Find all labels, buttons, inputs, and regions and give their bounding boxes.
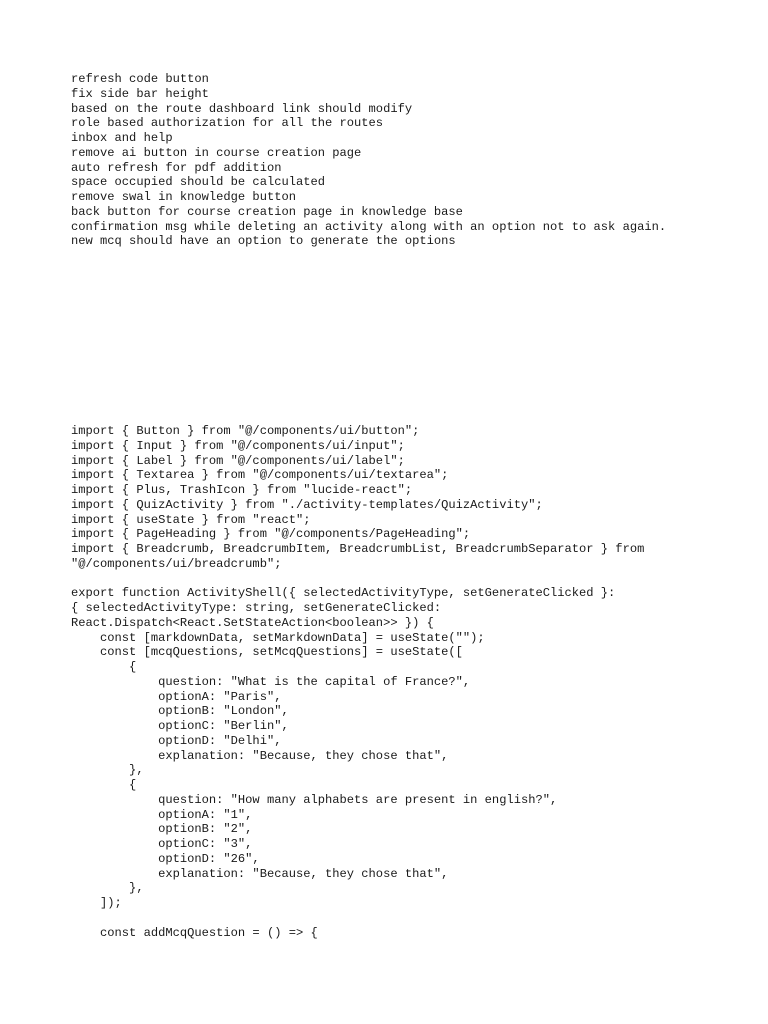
code-line: const [markdownData, setMarkdownData] = useState("");: [71, 630, 485, 645]
code-line: {: [71, 778, 137, 792]
code-line: },: [71, 763, 144, 778]
note-line: confirmation msg while deleting an activity along with an option not to ask again.: [71, 219, 667, 234]
note-line: role based authorization for all the routes: [71, 116, 384, 131]
note-line: fix side bar height: [71, 86, 209, 101]
code-line: },: [71, 881, 144, 896]
code-line: optionC: "3",: [71, 837, 253, 851]
code-line: "@/components/ui/breadcrumb";: [71, 556, 282, 571]
note-line: space occupied should be calculated: [71, 175, 326, 190]
code-listing: [71, 424, 644, 940]
code-line: import { Breadcrumb, BreadcrumbItem, BreadcrumbList, BreadcrumbSeparator } from: [71, 542, 645, 556]
code-line: optionD: "Delhi",: [71, 733, 282, 748]
code-line: import { Input } from "@/components/ui/input";: [71, 438, 405, 453]
code-line: import { Button } from "@/components/ui/button";: [71, 424, 420, 438]
code-line: optionA: "1",: [71, 807, 253, 822]
code-line: optionB: "London",: [71, 704, 289, 719]
code-line: explanation: "Because, they chose that",: [71, 866, 449, 881]
code-line: const addMcqQuestion = () => {: [71, 925, 318, 940]
code-line: {: [71, 660, 137, 674]
code-line: { selectedActivityType: string, setGenerateClicked:: [71, 601, 442, 615]
code-line: const [mcqQuestions, setMcqQuestions] = useState([: [71, 645, 463, 660]
code-line: optionA: "Paris",: [71, 689, 282, 704]
code-line: import { QuizActivity } from "./activity-templates/QuizActivity";: [71, 497, 543, 512]
code-line: question: "What is the capital of France?",: [71, 674, 471, 689]
note-line: inbox and help: [71, 131, 173, 145]
note-line: remove ai button in course creation page: [71, 145, 362, 160]
todo-notes: [71, 72, 666, 249]
note-line: refresh code button: [71, 72, 209, 86]
code-line: optionD: "26",: [71, 851, 260, 866]
code-line: import { Label } from "@/components/ui/label";: [71, 453, 405, 468]
code-line: optionC: "Berlin",: [71, 719, 289, 733]
code-line: explanation: "Because, they chose that",: [71, 748, 449, 763]
code-line: ]);: [71, 896, 122, 910]
code-line: [71, 911, 644, 926]
code-line: React.Dispatch<React.SetStateAction<boolean>> }) {: [71, 615, 434, 630]
note-line: new mcq should have an option to generate the options: [71, 234, 456, 249]
note-line: auto refresh for pdf addition: [71, 160, 282, 175]
note-line: based on the route dashboard link should modify: [71, 101, 413, 116]
code-line: question: "How many alphabets are present in english?",: [71, 792, 558, 807]
note-line: back button for course creation page in knowledge base: [71, 204, 463, 219]
code-line: import { Plus, TrashIcon } from "lucide-react";: [71, 483, 413, 497]
code-line: optionB: "2",: [71, 822, 253, 837]
code-line: import { Textarea } from "@/components/ui/textarea";: [71, 468, 449, 483]
code-line: [71, 572, 644, 587]
note-line: remove swal in knowledge button: [71, 190, 296, 204]
code-line: import { PageHeading } from "@/components/PageHeading";: [71, 527, 471, 542]
code-line: import { useState } from "react";: [71, 512, 311, 527]
code-line: export function ActivityShell({ selectedActivityType, setGenerateClicked }:: [71, 586, 616, 601]
